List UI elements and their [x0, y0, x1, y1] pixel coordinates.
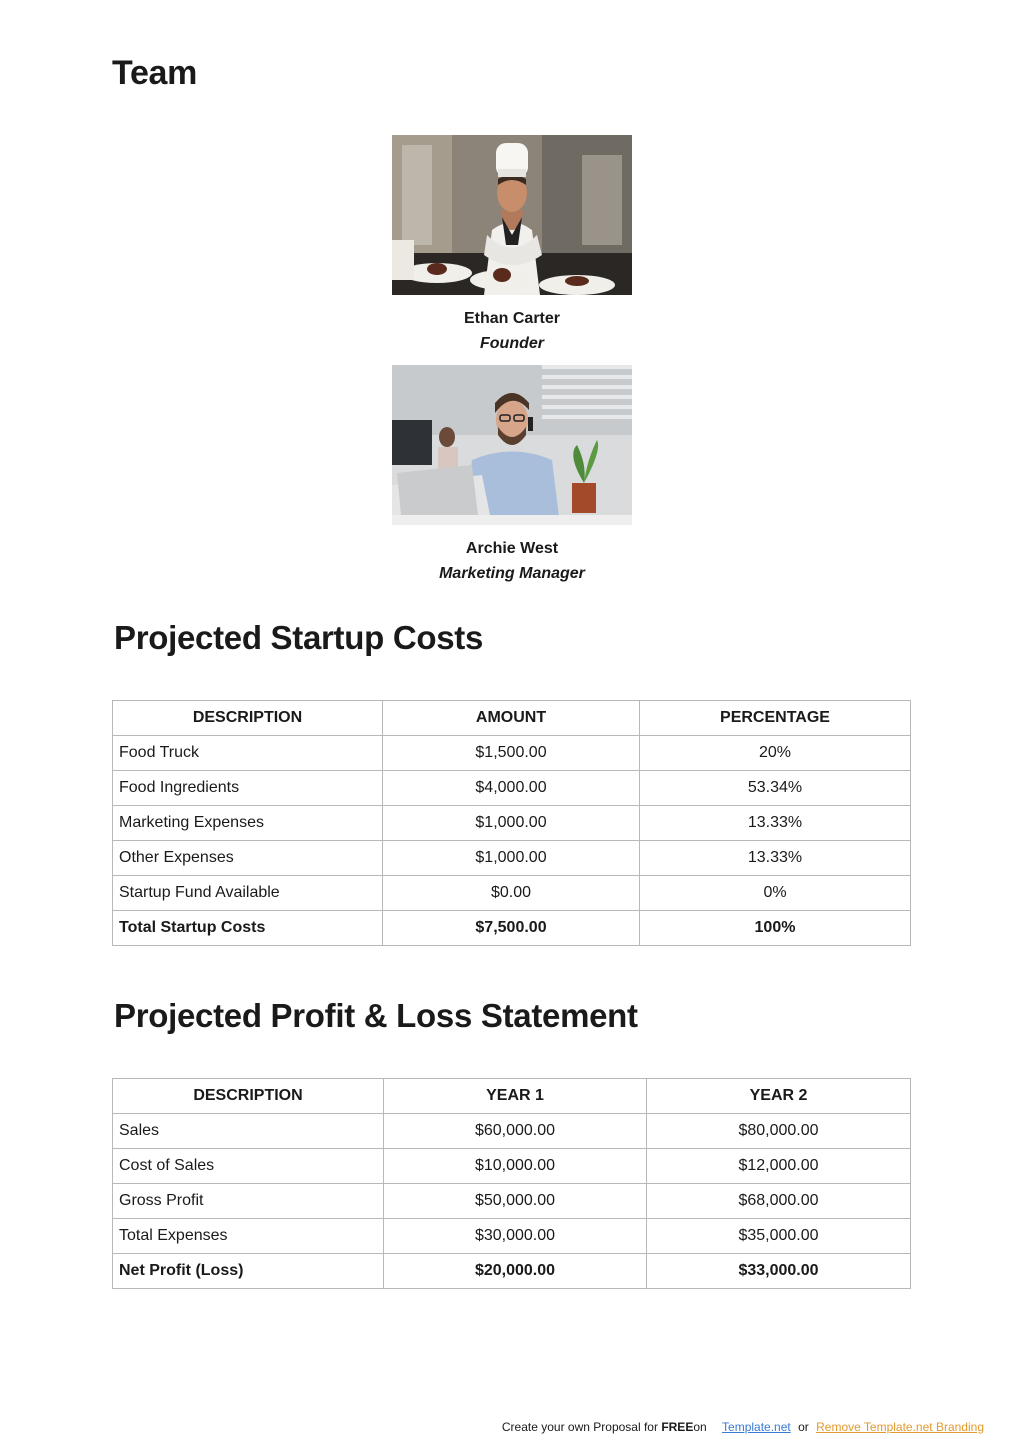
row-year2: $35,000.00: [647, 1219, 911, 1254]
row-percentage: 53.34%: [640, 771, 911, 806]
row-year2: $33,000.00: [647, 1254, 911, 1289]
member-role: Marketing Manager: [439, 565, 585, 582]
row-amount: $7,500.00: [383, 911, 640, 946]
row-year1: $10,000.00: [384, 1149, 647, 1184]
team-member-card: [312, 365, 712, 584]
row-year1: $20,000.00: [384, 1254, 647, 1289]
footer-on-text: on: [693, 1420, 707, 1434]
office-man-photo: [392, 365, 632, 525]
row-description: Total Expenses: [113, 1219, 384, 1254]
member-name: Ethan Carter: [463, 310, 561, 327]
row-description: Startup Fund Available: [113, 876, 383, 911]
column-header: PERCENTAGE: [640, 701, 911, 736]
row-amount: $1,500.00: [383, 736, 640, 771]
table-row: [113, 1114, 911, 1149]
row-description: Marketing Expenses: [113, 806, 383, 841]
row-percentage: 0%: [640, 876, 911, 911]
table-row: [113, 1184, 911, 1219]
row-year1: $30,000.00: [384, 1219, 647, 1254]
table-total-row: [113, 1254, 911, 1289]
row-description: Food Truck: [113, 736, 383, 771]
table-header-row: [113, 1079, 911, 1114]
row-year2: $12,000.00: [647, 1149, 911, 1184]
profit-loss-heading: Projected Profit & Loss Statement: [114, 997, 638, 1034]
row-year1: $60,000.00: [384, 1114, 647, 1149]
row-amount: $1,000.00: [383, 841, 640, 876]
table-row: [113, 806, 911, 841]
column-header: DESCRIPTION: [113, 701, 383, 736]
branding-footer: [502, 1420, 984, 1434]
member-role: Founder: [480, 335, 544, 352]
row-year2: $80,000.00: [647, 1114, 911, 1149]
footer-or-text: or: [798, 1420, 809, 1434]
row-percentage: 13.33%: [640, 806, 911, 841]
startup-costs-table: [112, 700, 911, 946]
profit-loss-table: [112, 1078, 911, 1289]
row-description: Net Profit (Loss): [113, 1254, 384, 1289]
table-row: [113, 1149, 911, 1184]
table-header-row: [113, 701, 911, 736]
row-year1: $50,000.00: [384, 1184, 647, 1219]
row-description: Gross Profit: [113, 1184, 384, 1219]
footer-free-label: FREE: [661, 1420, 694, 1434]
table-row: [113, 876, 911, 911]
row-description: Food Ingredients: [113, 771, 383, 806]
template-net-link[interactable]: Template.net: [722, 1420, 791, 1434]
column-header: YEAR 1: [384, 1079, 647, 1114]
table-row: [113, 736, 911, 771]
row-percentage: 100%: [640, 911, 911, 946]
member-name: Archie West: [465, 540, 559, 557]
row-percentage: 20%: [640, 736, 911, 771]
column-header: AMOUNT: [383, 701, 640, 736]
row-amount: $0.00: [383, 876, 640, 911]
row-description: Cost of Sales: [113, 1149, 384, 1184]
chef-photo: [392, 135, 632, 295]
remove-branding-link[interactable]: Remove Template.net Branding: [816, 1420, 984, 1434]
column-header: DESCRIPTION: [113, 1079, 384, 1114]
row-description: Other Expenses: [113, 841, 383, 876]
row-amount: $4,000.00: [383, 771, 640, 806]
team-member-card: [312, 135, 712, 354]
column-header: YEAR 2: [647, 1079, 911, 1114]
row-description: Total Startup Costs: [113, 911, 383, 946]
table-row: [113, 1219, 911, 1254]
startup-costs-heading: Projected Startup Costs: [114, 619, 484, 656]
table-total-row: [113, 911, 911, 946]
table-row: [113, 771, 911, 806]
team-heading: Team: [112, 54, 198, 92]
footer-text: Create your own Proposal for: [501, 1420, 658, 1434]
table-row: [113, 841, 911, 876]
row-description: Sales: [113, 1114, 384, 1149]
row-amount: $1,000.00: [383, 806, 640, 841]
row-year2: $68,000.00: [647, 1184, 911, 1219]
row-percentage: 13.33%: [640, 841, 911, 876]
